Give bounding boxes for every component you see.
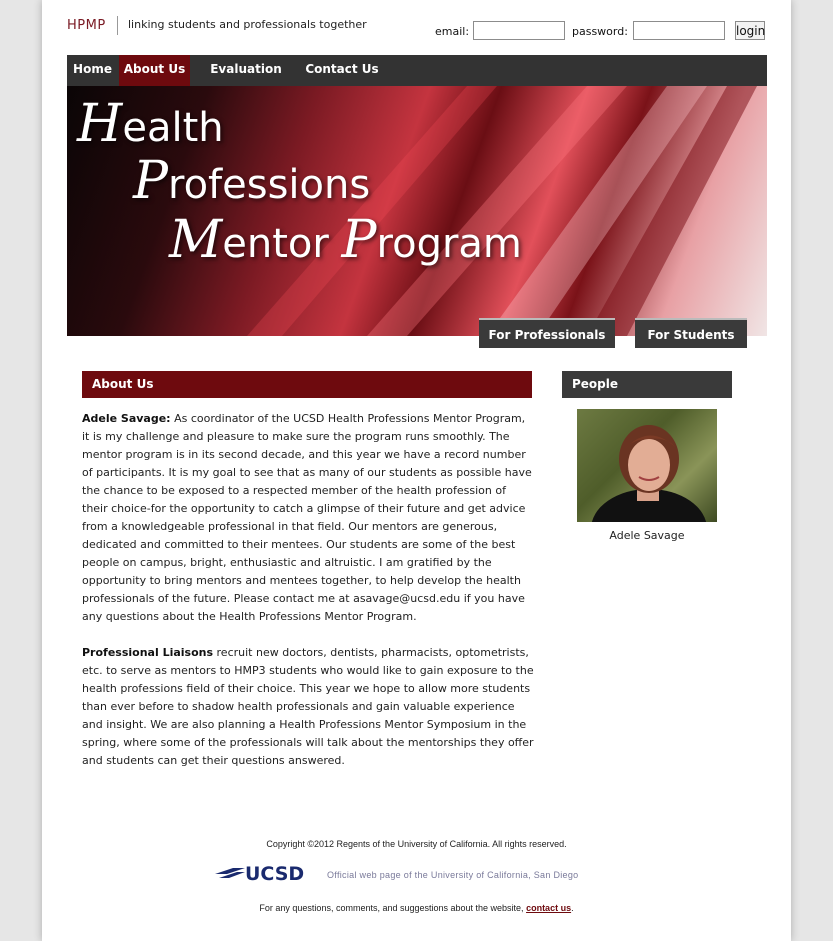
ucsd-logo[interactable]: [215, 862, 315, 888]
contact-us-link[interactable]: contact us: [526, 903, 572, 913]
nav-item-contact-us[interactable]: Contact Us: [305, 62, 379, 76]
ucsd-logo-text: UCSD: [245, 863, 305, 884]
brand-divider: [117, 16, 118, 35]
people-heading: People: [562, 371, 732, 398]
copyright-text: Copyright ©2012 Regents of the University of California. All rights reserved.: [266, 839, 567, 849]
person-photo: [577, 409, 717, 522]
liaisons-label: Professional Liaisons: [82, 646, 214, 659]
ucsd-official-text: Official web page of the University of California, San Diego: [327, 870, 579, 880]
banner-title-line-1: Health: [77, 94, 224, 154]
site-tagline: linking students and professionals together: [128, 18, 367, 31]
page: [42, 0, 791, 941]
password-label: password:: [572, 25, 628, 38]
banner-title-line-2: Professions: [133, 151, 371, 211]
nav-item-home[interactable]: Home: [73, 62, 112, 76]
ucsd-logo-mark: [215, 862, 315, 884]
login-button[interactable]: login: [735, 21, 765, 40]
nav-item-about-us[interactable]: About Us: [119, 55, 190, 86]
coordinator-name: Adele Savage:: [82, 412, 171, 425]
portrait-image: [577, 409, 717, 522]
site-brand[interactable]: HPMP: [67, 18, 106, 33]
about-body: [82, 410, 534, 788]
person-caption: Adele Savage: [609, 529, 685, 542]
about-paragraph-1: Adele Savage: As coordinator of the UCSD Health Professions Mentor Program, it is my challenge and pleasure to make sure the program runs smoothly. The mentor program is in its second decade, and this year we have a record number of participants. It is my goal to see that as many of our students as possible have the chance to be exposed to a respected member of the health profession of their choice-for the opportunity to catch a glimpse of their future and get advice from a knowledgeable professional in that field. Our mentors are generous, dedicated and committed to their mentees. Our students are some of the best people on campus, bright, enthusiastic and altruistic. I am gratified by the opportunity to bring mentors and mentees together, to help develop the health professionals of the future. Please contact me at asavage@ucsd.edu if you have any questions about the Health Professions Mentor Program.: [82, 412, 532, 623]
tab-for-students[interactable]: For Students: [635, 318, 747, 348]
main-nav: [67, 55, 767, 86]
contact-line: For any questions, comments, and suggestions about the website, contact us.: [259, 903, 574, 913]
password-field[interactable]: [633, 21, 725, 40]
tab-for-professionals[interactable]: For Professionals: [479, 318, 615, 348]
about-heading: About Us: [82, 371, 532, 398]
hero-banner: [67, 86, 767, 336]
email-field[interactable]: [473, 21, 565, 40]
nav-item-evaluation-form[interactable]: Evaluation: [210, 62, 282, 76]
email-label: email:: [435, 25, 470, 38]
banner-title-line-3: Mentor Program: [169, 210, 522, 270]
about-paragraph-2: Professional Liaisons recruit new doctors, dentists, pharmacists, optometrists, etc. to serve as mentors to HMP3 students who would like to gain exposure to the health professions field of their choice. This year we hope to allow more students than ever before to shadow health professionals and gain valuable experience and insight. We are also planning a Health Professions Mentor Symposium in the spring, where some of the professionals will talk about the mentorships they offer and students can get their questions answered.: [82, 646, 534, 767]
